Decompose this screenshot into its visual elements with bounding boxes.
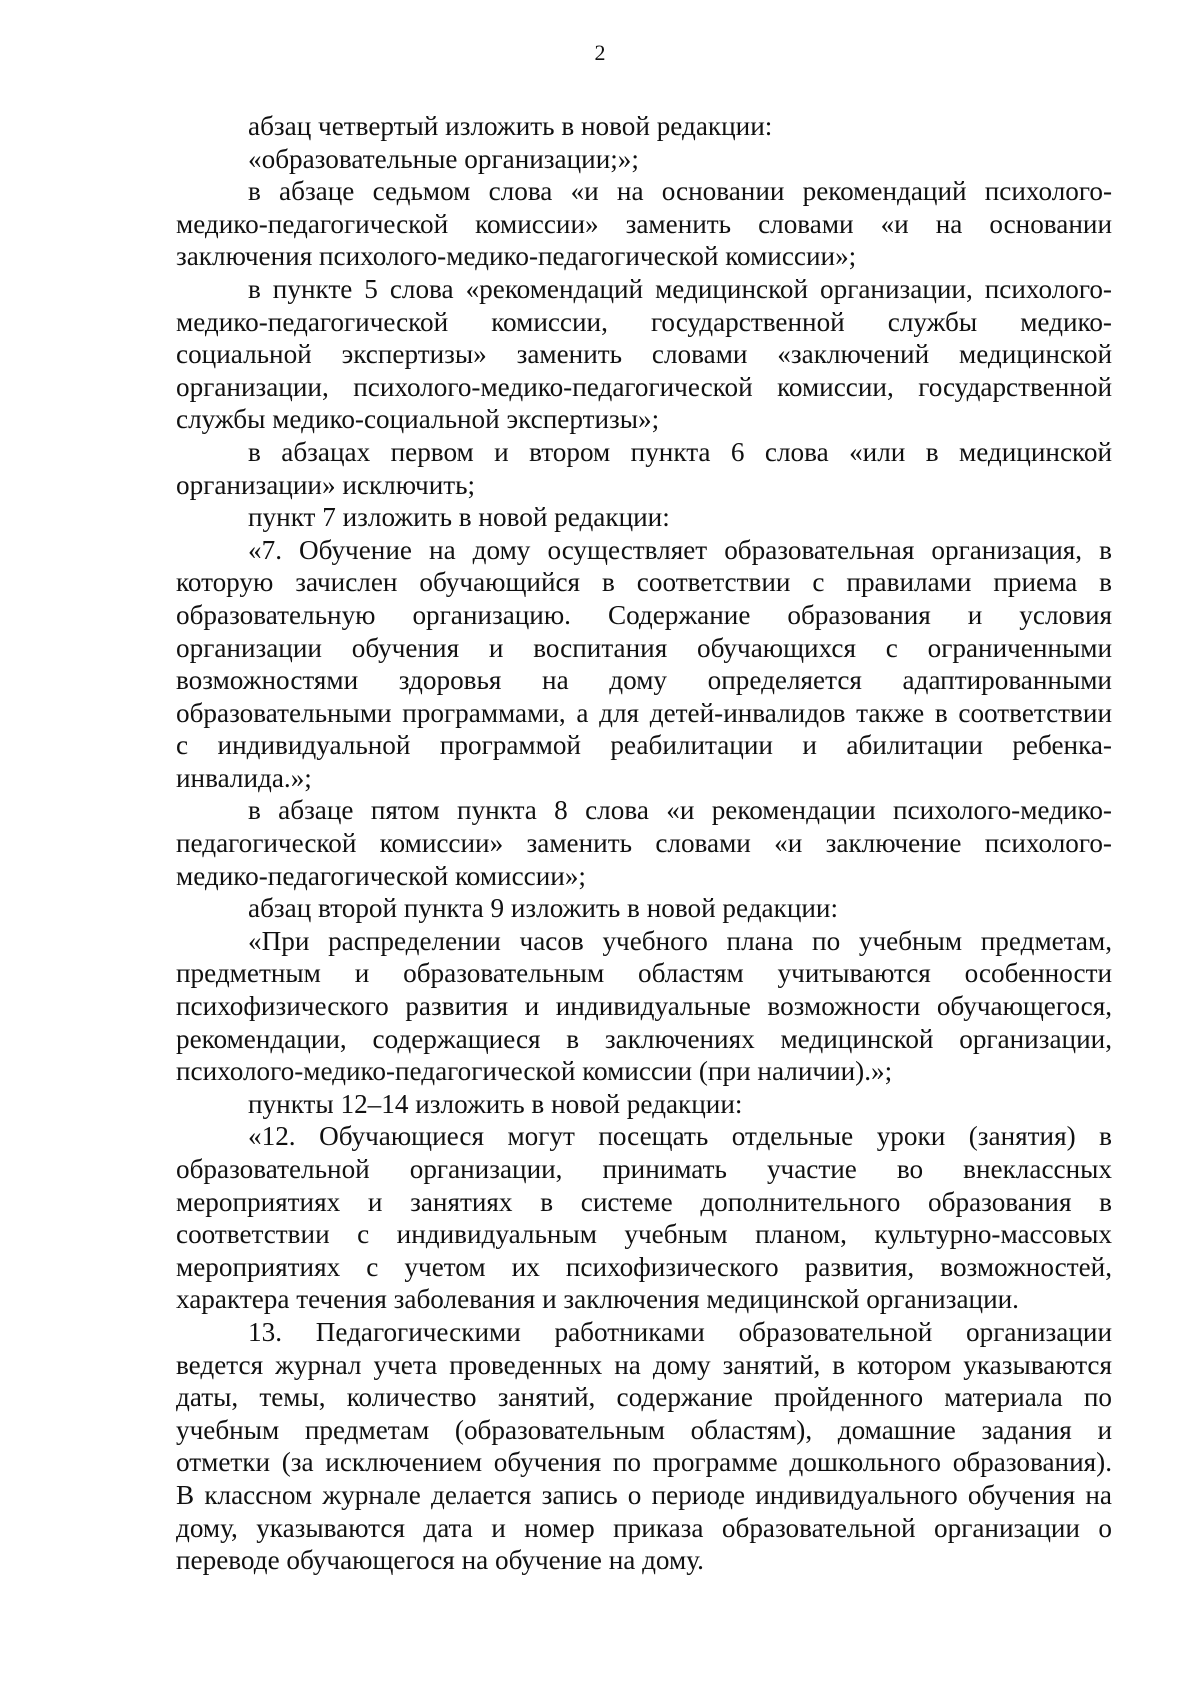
text-line: 13. Педагогическими работниками образовательной организации — [248, 1316, 1112, 1347]
text-line: пункт 7 изложить в новой редакции: — [248, 502, 670, 533]
paragraph — [176, 534, 1112, 795]
paragraph — [176, 794, 1112, 892]
text-line: пункты 12–14 изложить в новой редакции: — [248, 1088, 743, 1119]
text-line: абзац четвертый изложить в новой редакции: — [248, 111, 773, 141]
text-line: с индивидуальной программой реабилитации и абилитации ребенка- — [176, 730, 1112, 761]
paragraph — [176, 501, 1112, 534]
text-line: «При распределении часов учебного плана по учебным предметам, — [248, 925, 1112, 956]
paragraph — [176, 1088, 1112, 1121]
text-line: медико-педагогической комиссии» заменить словами «и на основании — [176, 208, 1112, 239]
text-line: в абзацах первом и втором пункта 6 слова «или в медицинской — [248, 436, 1112, 467]
text-line: «7. Обучение на дому осуществляет образовательная организация, в — [248, 534, 1112, 565]
paragraph — [176, 273, 1112, 436]
text-line: которую зачислен обучающийся в соответствии с правилами приема в — [176, 567, 1112, 598]
text-line: психофизического развития и индивидуальные возможности обучающегося, — [176, 991, 1112, 1022]
text-line: рекомендации, содержащиеся в заключениях медицинской организации, — [176, 1023, 1112, 1054]
paragraph — [176, 436, 1112, 501]
text-line: заключения психолого-медико-педагогической комиссии»; — [176, 241, 857, 272]
page-number: 2 — [594, 40, 606, 65]
text-line: психолого-медико-педагогической комиссии (при наличии).»; — [176, 1056, 893, 1087]
text-line: В классном журнале делается запись о периоде индивидуального обучения на — [176, 1479, 1112, 1510]
text-line: медико-педагогической комиссии, государственной службы медико- — [176, 306, 1112, 337]
text-line: в абзаце седьмом слова «и на основании рекомендаций психолого- — [248, 176, 1112, 207]
text-line: организации» исключить; — [176, 469, 476, 500]
text-line: мероприятиях и занятиях в системе дополнительного образования в — [176, 1186, 1112, 1217]
text-line: организации, психолого-медико-педагогической комиссии, государственной — [176, 371, 1112, 402]
text-line: соответствии с индивидуальным учебным планом, культурно-массовых — [176, 1219, 1112, 1250]
text-line: инвалида.»; — [176, 762, 312, 793]
text-line: переводе обучающегося на обучение на дому. — [176, 1545, 704, 1576]
paragraph — [176, 925, 1112, 1088]
text-line: социальной экспертизы» заменить словами «заключений медицинской — [176, 339, 1112, 370]
text-line: службы медико-социальной экспертизы»; — [176, 404, 660, 435]
text-line: характера течения заболевания и заключения медицинской организации. — [176, 1284, 1019, 1315]
text-line: в абзаце пятом пункта 8 слова «и рекомендации психолого-медико- — [248, 795, 1112, 826]
paragraph — [176, 1316, 1112, 1577]
document-body — [176, 110, 1112, 1577]
paragraph — [176, 175, 1112, 273]
text-line: в пункте 5 слова «рекомендаций медицинской организации, психолого- — [248, 273, 1112, 304]
text-line: мероприятиях с учетом их психофизического развития, возможностей, — [176, 1251, 1112, 1282]
paragraph — [176, 110, 1112, 143]
text-line: дому, указываются дата и номер приказа образовательной организации о — [176, 1512, 1112, 1543]
text-line: «образовательные организации;»; — [248, 143, 639, 174]
text-line: «12. Обучающиеся могут посещать отдельные уроки (занятия) в — [248, 1121, 1112, 1152]
text-line: отметки (за исключением обучения по программе дошкольного образования). — [176, 1447, 1112, 1478]
text-line: абзац второй пункта 9 изложить в новой редакции: — [248, 893, 839, 924]
text-line: возможностями здоровья на дому определяется адаптированными — [176, 665, 1112, 696]
paragraph — [176, 1120, 1112, 1316]
paragraph — [176, 143, 1112, 176]
text-line: даты, темы, количество занятий, содержание пройденного материала по — [176, 1382, 1112, 1413]
text-line: медико-педагогической комиссии»; — [176, 860, 586, 891]
text-line: образовательную организацию. Содержание образования и условия — [176, 599, 1112, 630]
text-line: образовательной организации, принимать участие во внеклассных — [176, 1154, 1112, 1184]
paragraph — [176, 892, 1112, 925]
text-line: образовательными программами, а для детей-инвалидов также в соответствии — [176, 697, 1112, 728]
text-line: ведется журнал учета проведенных на дому занятий, в котором указываются — [176, 1349, 1112, 1380]
text-line: предметным и образовательным областям учитываются особенности — [176, 958, 1112, 989]
text-line: педагогической комиссии» заменить словами «и заключение психолого- — [176, 828, 1112, 859]
text-line: учебным предметам (образовательным областям), домашние задания и — [176, 1414, 1112, 1445]
text-line: организации обучения и воспитания обучающихся с ограниченными — [176, 632, 1112, 663]
